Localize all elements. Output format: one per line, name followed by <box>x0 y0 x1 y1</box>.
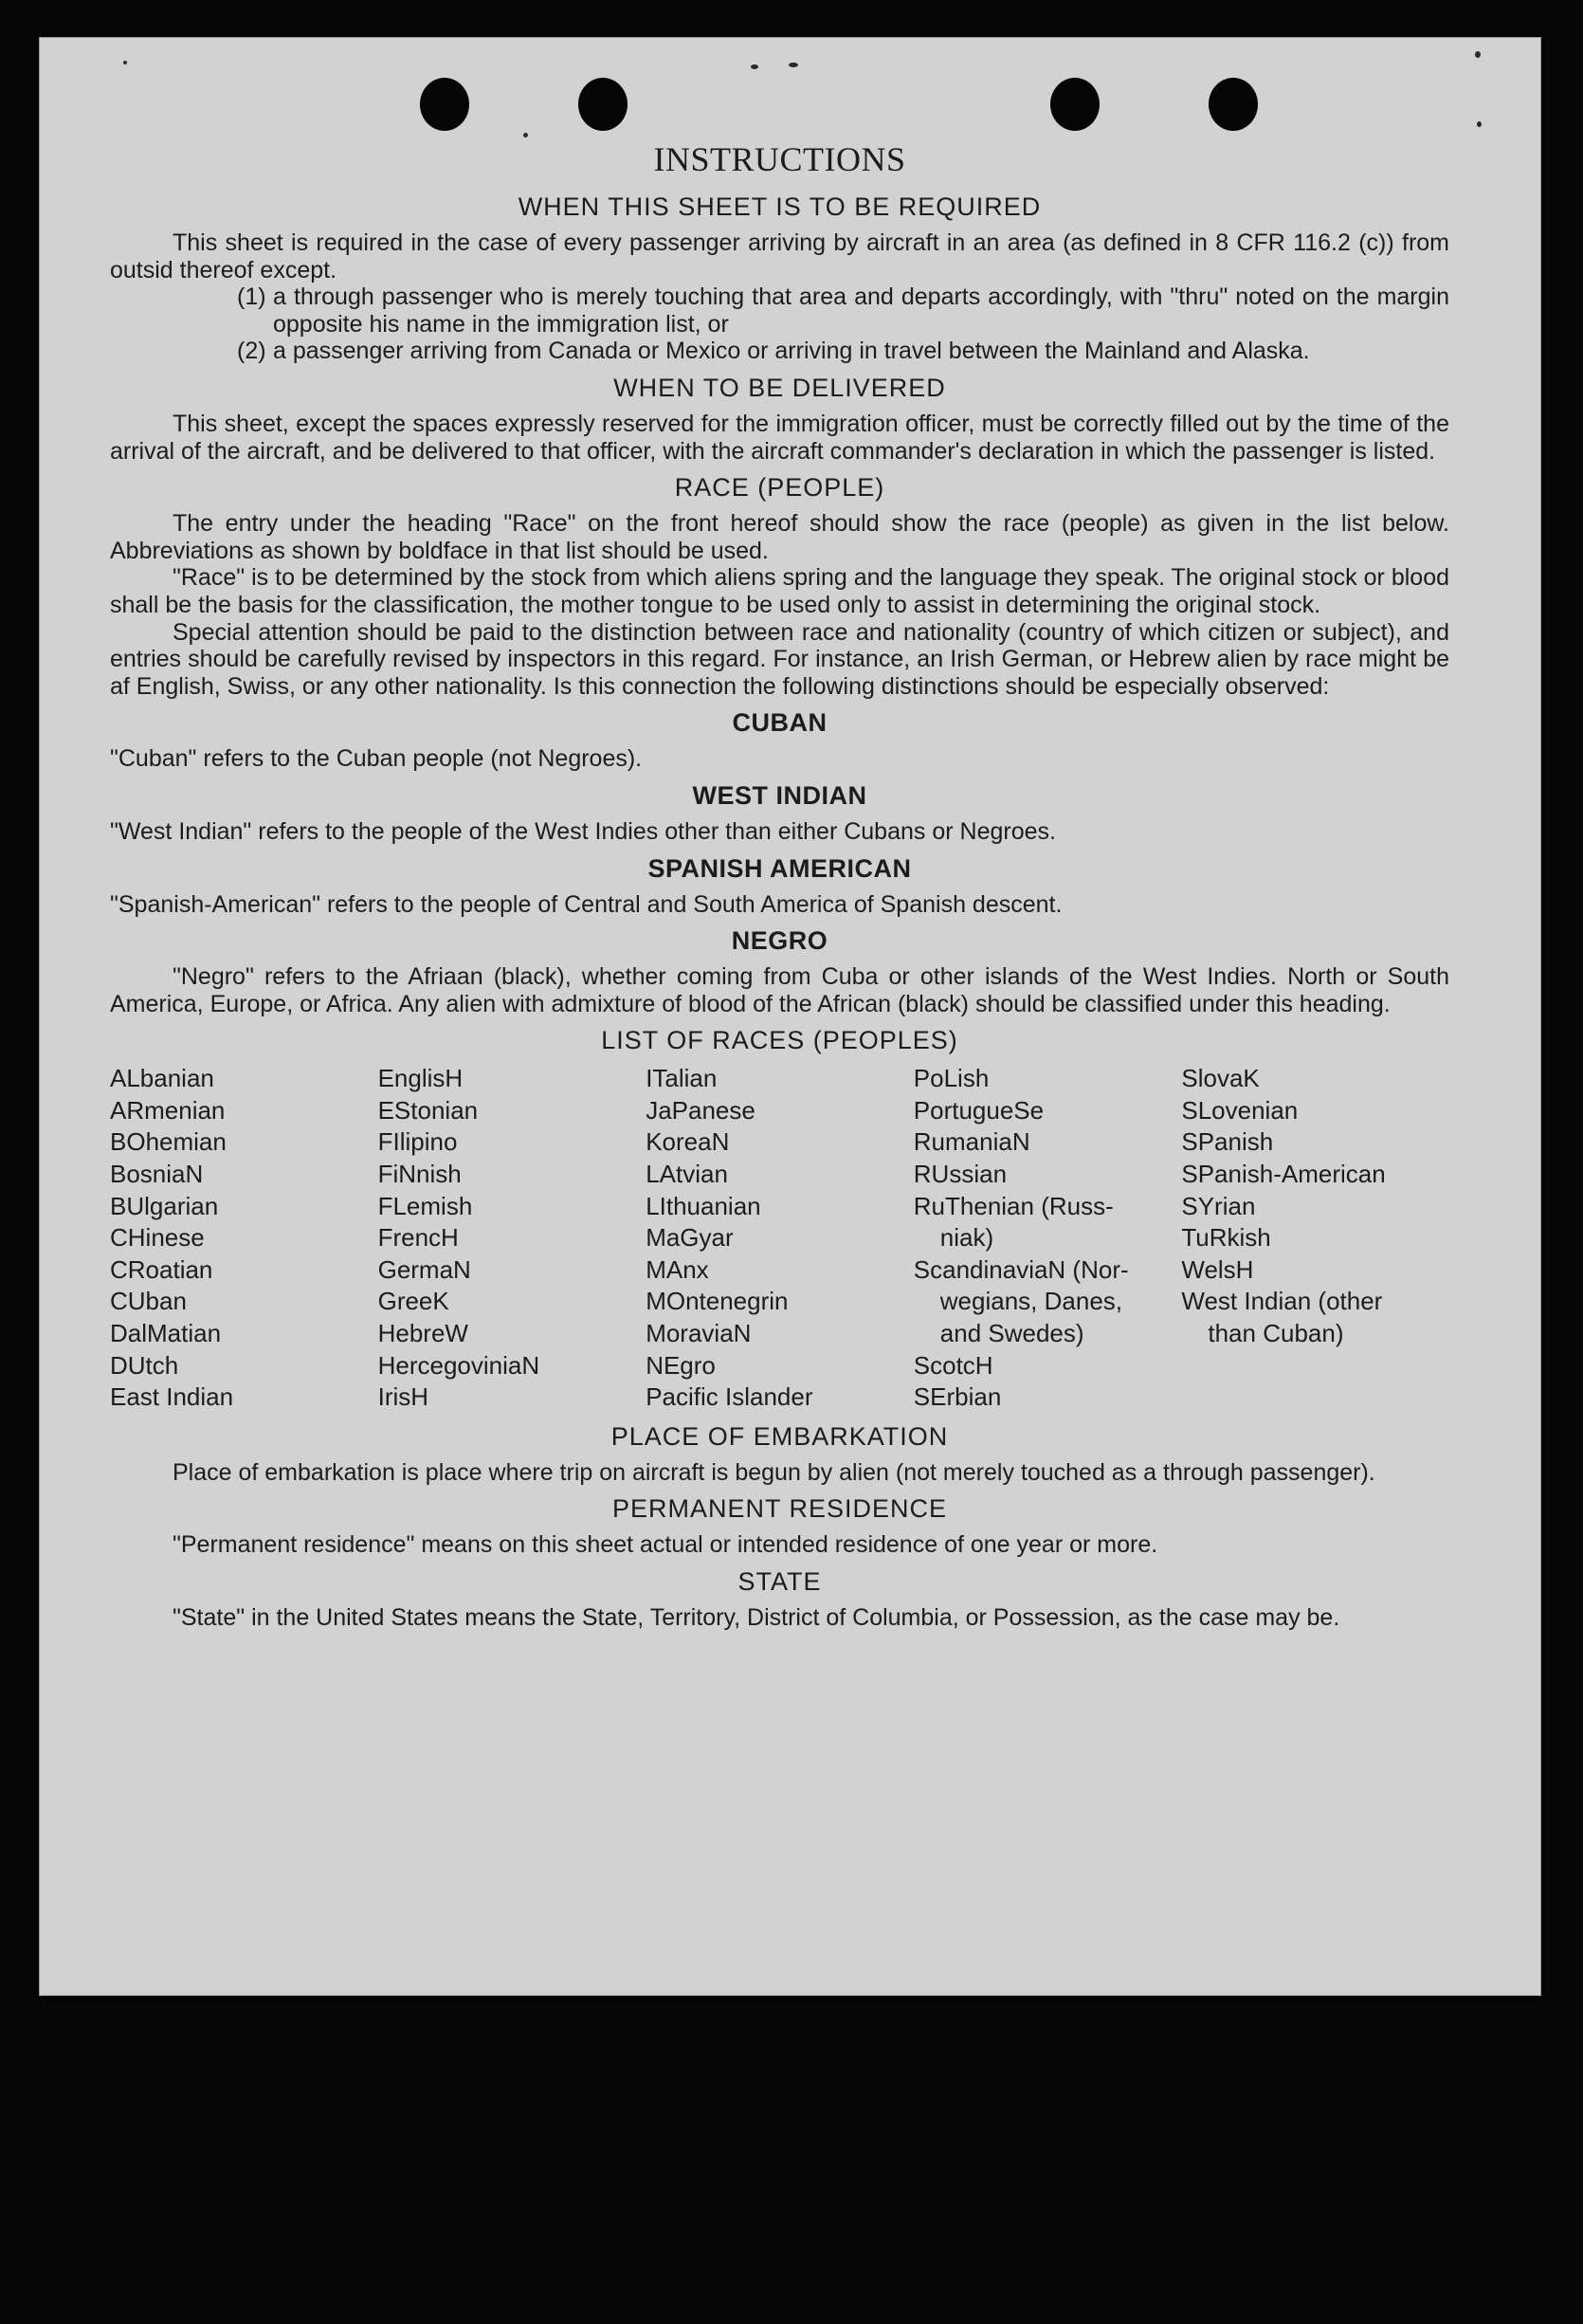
race-entry: SPanish-American <box>1181 1160 1386 1189</box>
race-entry: than Cuban) <box>1208 1319 1344 1348</box>
race-entry: niak) <box>939 1223 994 1253</box>
race-entry: EStonian <box>377 1095 479 1125</box>
exception-number: (1) <box>237 284 266 311</box>
races-column <box>914 1063 1182 1414</box>
heading-permanent-residence: PERMANENT RESIDENCE <box>611 1494 948 1524</box>
race-entry: FLemish <box>377 1191 473 1220</box>
races-column <box>1181 1063 1449 1414</box>
exception-item <box>237 284 1449 338</box>
race-entry: SYrian <box>1181 1191 1256 1220</box>
race-entry: GreeK <box>377 1287 449 1316</box>
race-entry: GermaN <box>377 1254 471 1284</box>
race-entry: ScotcH <box>913 1350 993 1380</box>
negro-text: "Negro" refers to the Afriaan (black), whether coming from Cuba or other islands of the West Indies. North or South America, Europe, or Africa. Any alien with admixture of blood of the African (black) should be classified under this heading. <box>110 963 1449 1017</box>
race-paragraph: Special attention should be paid to the distinction between race and nationality (country of which citizen or subject), and entries should be carefully revised by inspectors in this regard. For instance, an Irish German, or Hebrew alien by race might be af English, Swiss, or any other nationality. Is this connection the following distinctions should be especially observed: <box>110 618 1449 700</box>
exception-item <box>237 338 1449 365</box>
page-title: INSTRUCTIONS <box>653 140 906 178</box>
race-entry: HercegoviniaN <box>377 1350 540 1380</box>
race-entry: DUtch <box>110 1350 179 1380</box>
heading-state: STATE <box>737 1567 822 1596</box>
race-entry: West Indian (other <box>1181 1287 1383 1316</box>
race-entry: SPanish <box>1181 1127 1274 1157</box>
race-entry: BosniaN <box>110 1160 204 1189</box>
permanent-residence-text: "Permanent residence" means on this sheet actual or intended residence of one year or more. <box>173 1531 1158 1559</box>
scan-speck <box>1475 51 1481 58</box>
race-entry: FiNnish <box>377 1160 462 1189</box>
race-entry: IrisH <box>377 1382 429 1412</box>
race-entry: MAnx <box>646 1254 709 1284</box>
race-entry: TuRkish <box>1181 1223 1271 1253</box>
cuban-text: "Cuban" refers to the Cuban people (not Negroes). <box>110 745 643 773</box>
race-entry: LIthuanian <box>646 1191 761 1220</box>
race-entry: and Swedes) <box>939 1319 1084 1348</box>
race-entry: RumaniaN <box>913 1127 1030 1157</box>
race-entry: SLovenian <box>1181 1095 1299 1125</box>
race-entry: ARmenian <box>110 1095 226 1125</box>
race-entry: RUssian <box>913 1160 1008 1189</box>
race-entry: MaGyar <box>646 1223 734 1253</box>
exception-text: a through passenger who is merely touching that area and departs accordingly, with "thru" noted on the margin opposite his name in the immigration list, or <box>273 284 1449 338</box>
when-delivered-text: This sheet, except the spaces expressly reserved for the immigration officer, must be correctly filled out by the time of the arrival of the aircraft, and be delivered to that officer, with the aircraft commander's declaration in which the passenger is listed. <box>110 410 1449 465</box>
race-entry: ALbanian <box>110 1064 214 1093</box>
punch-hole <box>1050 78 1100 131</box>
document-sheet <box>40 38 1540 1995</box>
instructions-content <box>110 135 1449 1632</box>
punch-hole <box>1209 78 1258 131</box>
race-entry: EnglisH <box>377 1064 464 1093</box>
race-entry: East Indian <box>110 1382 234 1412</box>
scan-speck <box>1477 121 1482 127</box>
heading-list-of-races: LIST OF RACES (PEOPLES) <box>601 1026 958 1055</box>
heading-when-delivered: WHEN TO BE DELIVERED <box>613 373 946 402</box>
heading-spanish-american: SPANISH AMERICAN <box>647 853 912 883</box>
race-entry: PortugueSe <box>913 1095 1045 1125</box>
race-entry: WelsH <box>1181 1254 1254 1284</box>
race-paragraph: "Race" is to be determined by the stock from which aliens spring and the language they speak. The original stock or blood shall be the basis for the classification, the mother tongue to be used only to assist in determining the original stock. <box>110 564 1449 618</box>
scan-speck <box>751 64 758 69</box>
heading-when-required: WHEN THIS SHEET IS TO BE REQUIRED <box>518 192 1042 221</box>
race-entry: Pacific Islander <box>646 1382 813 1412</box>
punch-hole <box>420 78 469 131</box>
races-column <box>110 1063 378 1414</box>
race-entry: NEgro <box>646 1350 716 1380</box>
heading-place-of-embarkation: PLACE OF EMBARKATION <box>610 1421 949 1451</box>
scan-speck <box>789 63 798 67</box>
race-entry: CRoatian <box>110 1254 213 1284</box>
race-entry: KoreaN <box>646 1127 730 1157</box>
race-entry: CUban <box>110 1287 187 1316</box>
when-required-intro: This sheet is required in the case of every passenger arriving by aircraft in an area (as defined in 8 CFR 116.2 (c)) from outsid thereof except. <box>110 229 1449 284</box>
race-entry: JaPanese <box>646 1095 755 1125</box>
spanish-american-text: "Spanish-American" refers to the people of Central and South America of Spanish descent. <box>110 890 1063 918</box>
heading-negro: NEGRO <box>731 926 828 956</box>
heading-cuban: CUBAN <box>732 708 828 738</box>
punch-hole <box>578 78 628 131</box>
races-table <box>110 1063 1449 1414</box>
race-entry: ITalian <box>646 1064 718 1093</box>
race-entry: SlovaK <box>1181 1064 1260 1093</box>
races-column <box>378 1063 646 1414</box>
heading-race: RACE (PEOPLE) <box>674 473 885 503</box>
race-entry: DalMatian <box>110 1319 222 1348</box>
race-entry: FrencH <box>377 1223 459 1253</box>
race-entry: wegians, Danes, <box>939 1287 1123 1316</box>
race-entry: BOhemian <box>110 1127 227 1157</box>
scan-speck <box>123 61 127 64</box>
exception-text: a passenger arriving from Canada or Mexico or arriving in travel between the Mainland and Alaska. <box>273 338 1310 365</box>
race-entry: SErbian <box>913 1382 1002 1412</box>
west-indian-text: "West Indian" refers to the people of the West Indies other than either Cubans or Negroes. <box>110 817 1056 845</box>
race-entry: MOntenegrin <box>646 1287 789 1316</box>
races-column <box>646 1063 914 1414</box>
race-entry: BUlgarian <box>110 1191 219 1220</box>
race-entry: CHinese <box>110 1223 205 1253</box>
race-entry: FIlipino <box>377 1127 458 1157</box>
exception-list <box>237 284 1449 365</box>
exception-number: (2) <box>237 338 266 365</box>
race-entry: PoLish <box>913 1064 990 1093</box>
race-entry: HebreW <box>377 1319 468 1348</box>
place-of-embarkation-text: Place of embarkation is place where trip on aircraft is begun by alien (not merely touched as a through passenger). <box>173 1458 1375 1486</box>
race-entry: LAtvian <box>646 1160 728 1189</box>
race-entry: RuThenian (Russ- <box>913 1191 1114 1220</box>
race-entry: ScandinaviaN (Nor- <box>913 1254 1129 1284</box>
race-entry: MoraviaN <box>646 1319 752 1348</box>
race-paragraph: The entry under the heading "Race" on the front hereof should show the race (people) as given in the list below. Abbreviations as shown by boldface in that list should be used. <box>110 510 1449 564</box>
heading-west-indian: WEST INDIAN <box>692 780 867 810</box>
state-text: "State" in the United States means the State, Territory, District of Columbia, or Possession, as the case may be. <box>173 1604 1340 1631</box>
